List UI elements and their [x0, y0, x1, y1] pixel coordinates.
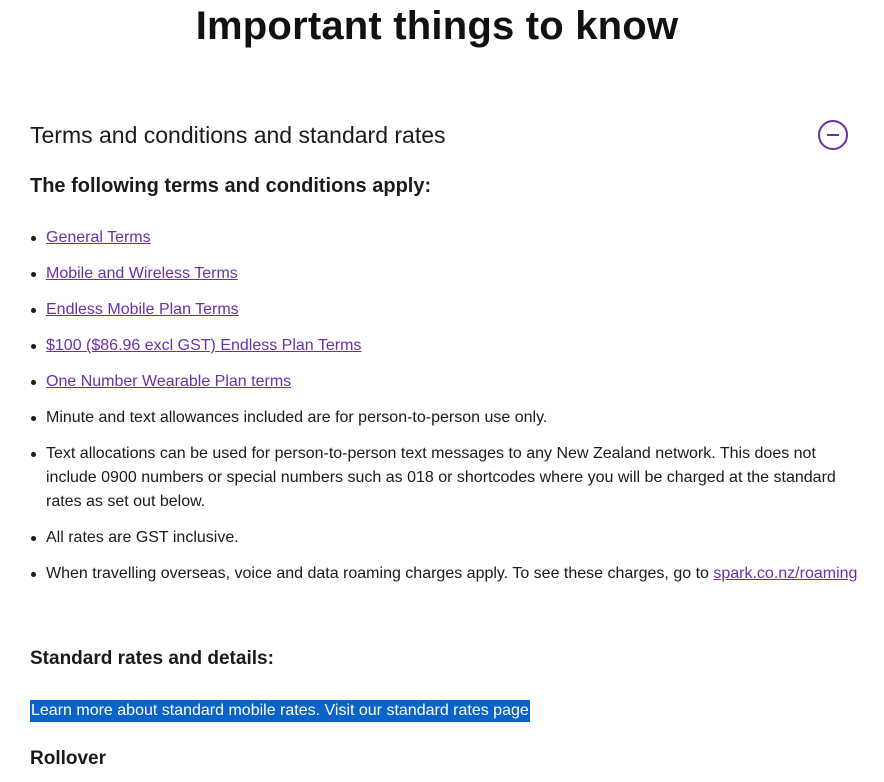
list-item [46, 442, 866, 514]
accordion-header-terms[interactable] [30, 114, 848, 156]
standard-rates-link[interactable]: Learn more about standard mobile rates. Visit our standard rates page [30, 700, 530, 722]
mobile-wireless-terms-link[interactable]: Mobile and Wireless Terms [46, 265, 238, 282]
terms-list [30, 226, 866, 598]
list-item [46, 370, 866, 394]
page-title: Important things to know [195, 4, 679, 48]
rollover-heading: Rollover [30, 748, 107, 769]
endless-plan-100-terms-link[interactable]: $100 ($86.96 excl GST) Endless Plan Terms [46, 337, 362, 354]
text-allocation-note: Text allocations can be used for person-to-person text messages to any New Zealand network. This does not include 0900 numbers or special numbers such as 018 or shortcodes where you will be charged at the standard rates as set out below. [46, 445, 836, 510]
roaming-note: When travelling overseas, voice and data roaming charges apply. To see these charges, go to [46, 565, 714, 582]
one-number-wearable-terms-link[interactable]: One Number Wearable Plan terms [46, 373, 292, 390]
gst-note: All rates are GST inclusive. [46, 529, 239, 546]
roaming-link[interactable]: spark.co.nz/roaming [713, 565, 858, 582]
list-item [46, 562, 866, 586]
minus-circle-icon[interactable] [818, 120, 848, 150]
list-item [46, 298, 866, 322]
list-item [46, 406, 866, 430]
list-item [46, 262, 866, 286]
endless-mobile-plan-terms-link[interactable]: Endless Mobile Plan Terms [46, 301, 239, 318]
list-item [46, 526, 866, 550]
general-terms-link[interactable]: General Terms [46, 229, 151, 246]
list-item [46, 334, 866, 358]
terms-heading: The following terms and conditions apply: [30, 175, 432, 197]
standard-rates-heading: Standard rates and details: [30, 648, 274, 669]
list-item [46, 226, 866, 250]
accordion-title: Terms and conditions and standard rates [30, 121, 446, 148]
allowance-note: Minute and text allowances included are for person-to-person use only. [46, 409, 548, 426]
